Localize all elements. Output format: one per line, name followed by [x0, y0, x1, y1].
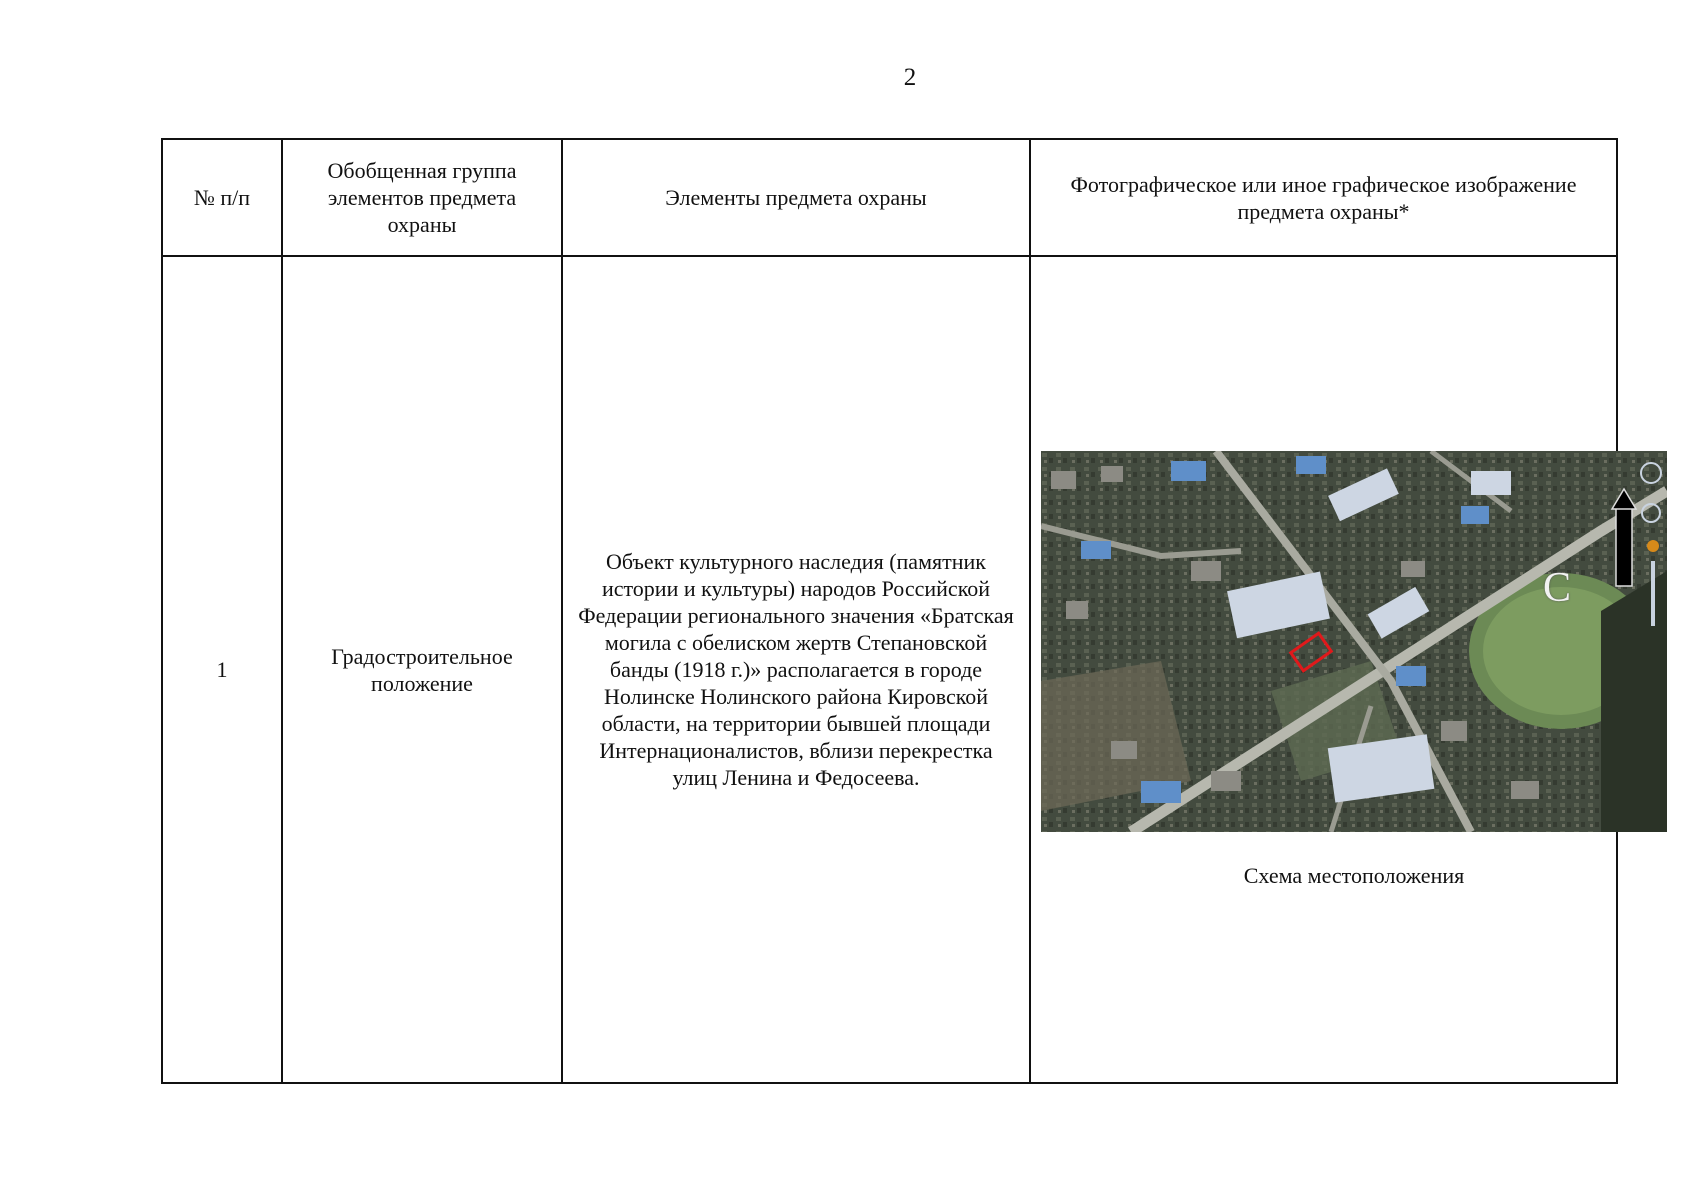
header-elements: Элементы предмета охраны — [562, 139, 1030, 256]
header-group: Обобщенная группа элементов предмета охраны — [282, 139, 562, 256]
header-number: № п/п — [162, 139, 282, 256]
page-number: 2 — [903, 64, 917, 91]
north-label: С — [1543, 565, 1572, 611]
table-header-row — [162, 139, 1617, 256]
pegman-icon — [1647, 540, 1659, 552]
zoom-slider — [1651, 561, 1655, 626]
row-image-cell — [1030, 256, 1617, 1083]
north-arrow-shaft — [1616, 506, 1632, 586]
protection-table — [161, 138, 1618, 1084]
row-number: 1 — [162, 256, 282, 1083]
satellite-map-image — [1041, 451, 1667, 832]
row-elements-text: Объект культурного наследия (памятник истории и культуры) народов Российской Федерации регионального значения «Братская могила с обелиском жертв Степановской банды (1918 г.)» располагается в городе Нолинске Нолинского района Кировской области, на территории бывшей площади Интернационалистов, вблизи перекрестка улиц Ленина и Федосеева. — [578, 549, 1014, 790]
satellite-map — [1041, 451, 1667, 832]
row-elements — [562, 256, 1030, 1083]
header-image: Фотографическое или иное графическое изображение предмета охраны* — [1030, 139, 1617, 256]
map-caption: Схема местоположения — [1243, 862, 1465, 888]
row-group: Градостроительное положение — [282, 256, 562, 1083]
table-row — [162, 256, 1617, 1083]
location-map-figure — [1041, 451, 1667, 889]
